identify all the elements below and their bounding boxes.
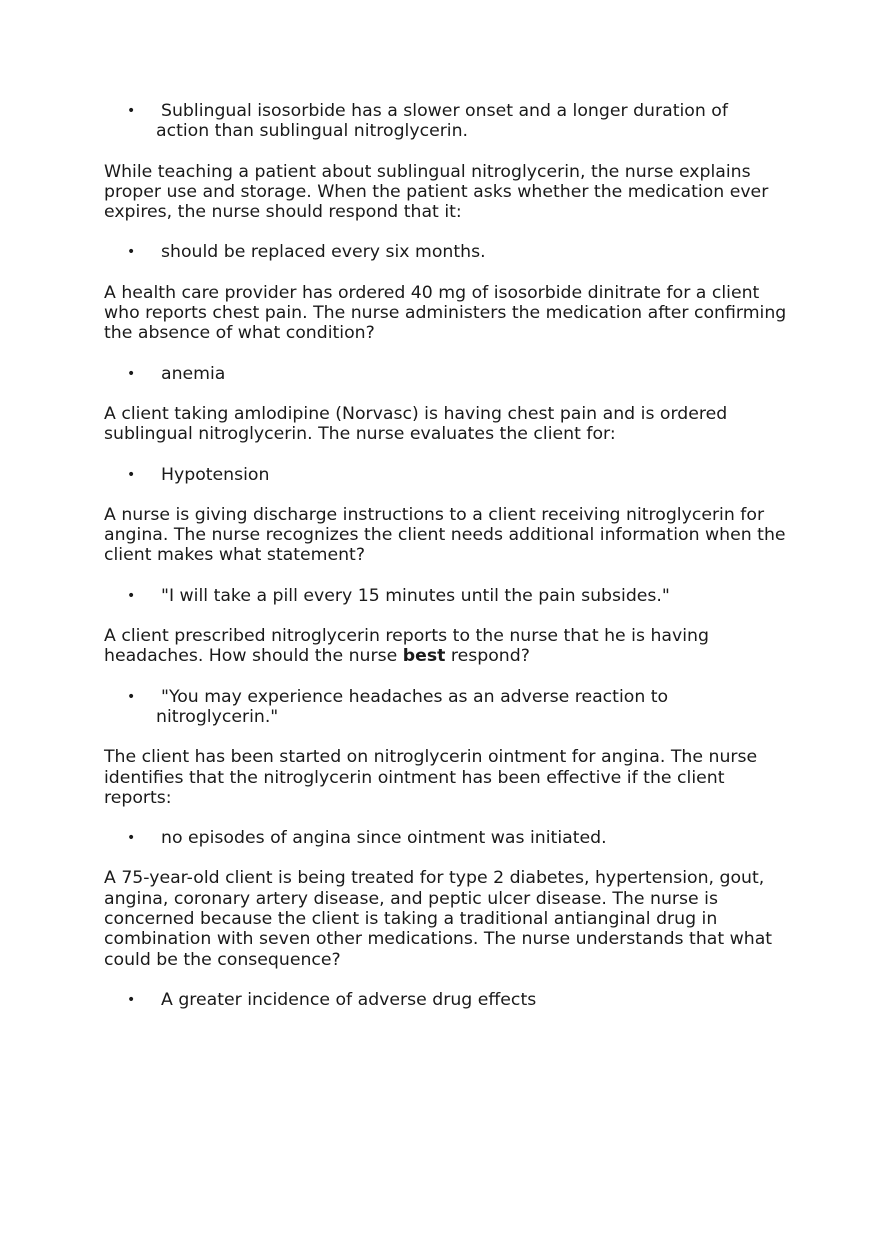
document-content	[104, 101, 794, 1030]
bullet-icon: •	[127, 103, 136, 119]
answer-bullet	[104, 828, 756, 848]
answer-text: should be replaced every six months.	[161, 242, 486, 263]
answer-bullet	[104, 101, 756, 142]
bullet-icon: •	[127, 991, 136, 1008]
question-paragraph: A 75-year-old client is being treated for type 2 diabetes, hypertension, gout, angina, coronary artery disease, and peptic ulcer disease. The nurse is concerned because the client is taking a traditional antianginal drug in combination with seven other medications. The nurse understands that what could be the consequence?	[104, 868, 773, 970]
answer-text: no episodes of angina since ointment was initiated.	[161, 828, 607, 849]
question-paragraph: A client taking amlodipine (Norvasc) is having chest pain and is ordered sublingual nitroglycerin. The nurse evaluates the client for:	[104, 403, 728, 445]
answer-text: anemia	[161, 363, 226, 384]
answer-text: Sublingual isosorbide has a slower onset and a longer duration of action than sublingual nitroglycerin.	[156, 101, 728, 142]
answer-bullet	[104, 586, 756, 606]
emphasis-text: best	[402, 646, 446, 667]
question-paragraph	[104, 626, 794, 667]
answer-bullet	[104, 364, 756, 384]
answer-bullet	[104, 687, 756, 728]
answer-text: Hypotension	[161, 464, 270, 485]
answer-text: "You may experience headaches as an adverse reaction to nitroglycerin."	[156, 686, 669, 727]
bullet-icon: •	[127, 688, 136, 705]
answer-bullet	[104, 990, 756, 1010]
answer-text: "I will take a pill every 15 minutes until the pain subsides."	[161, 585, 670, 606]
answer-text: A greater incidence of adverse drug effects	[161, 989, 537, 1010]
question-paragraph: While teaching a patient about sublingual nitroglycerin, the nurse explains proper use and storage. When the patient asks whether the medication ever expires, the nurse should respond that it:	[104, 161, 769, 223]
bullet-icon: •	[127, 365, 136, 382]
bullet-icon: •	[127, 466, 136, 483]
answer-bullet	[104, 242, 756, 262]
question-paragraph: A health care provider has ordered 40 mg of isosorbide dinitrate for a client who reports chest pain. The nurse administers the medication after confirming the absence of what condition?	[104, 282, 787, 344]
question-paragraph: The client has been started on nitroglycerin ointment for angina. The nurse identifies that the nitroglycerin ointment has been effective if the client reports:	[104, 747, 758, 808]
bullet-icon: •	[127, 587, 136, 604]
question-text-before: A client prescribed nitroglycerin reports to the nurse that he is having headaches. How should the nurse	[104, 626, 709, 667]
bullet-icon: •	[127, 244, 136, 261]
question-text-after: respond?	[445, 646, 530, 667]
bullet-icon: •	[127, 830, 136, 847]
question-paragraph: A nurse is giving discharge instructions to a client receiving nitroglycerin for angina. The nurse recognizes the client needs additional information when the client makes what statement?	[104, 504, 786, 566]
answer-bullet	[104, 465, 756, 485]
